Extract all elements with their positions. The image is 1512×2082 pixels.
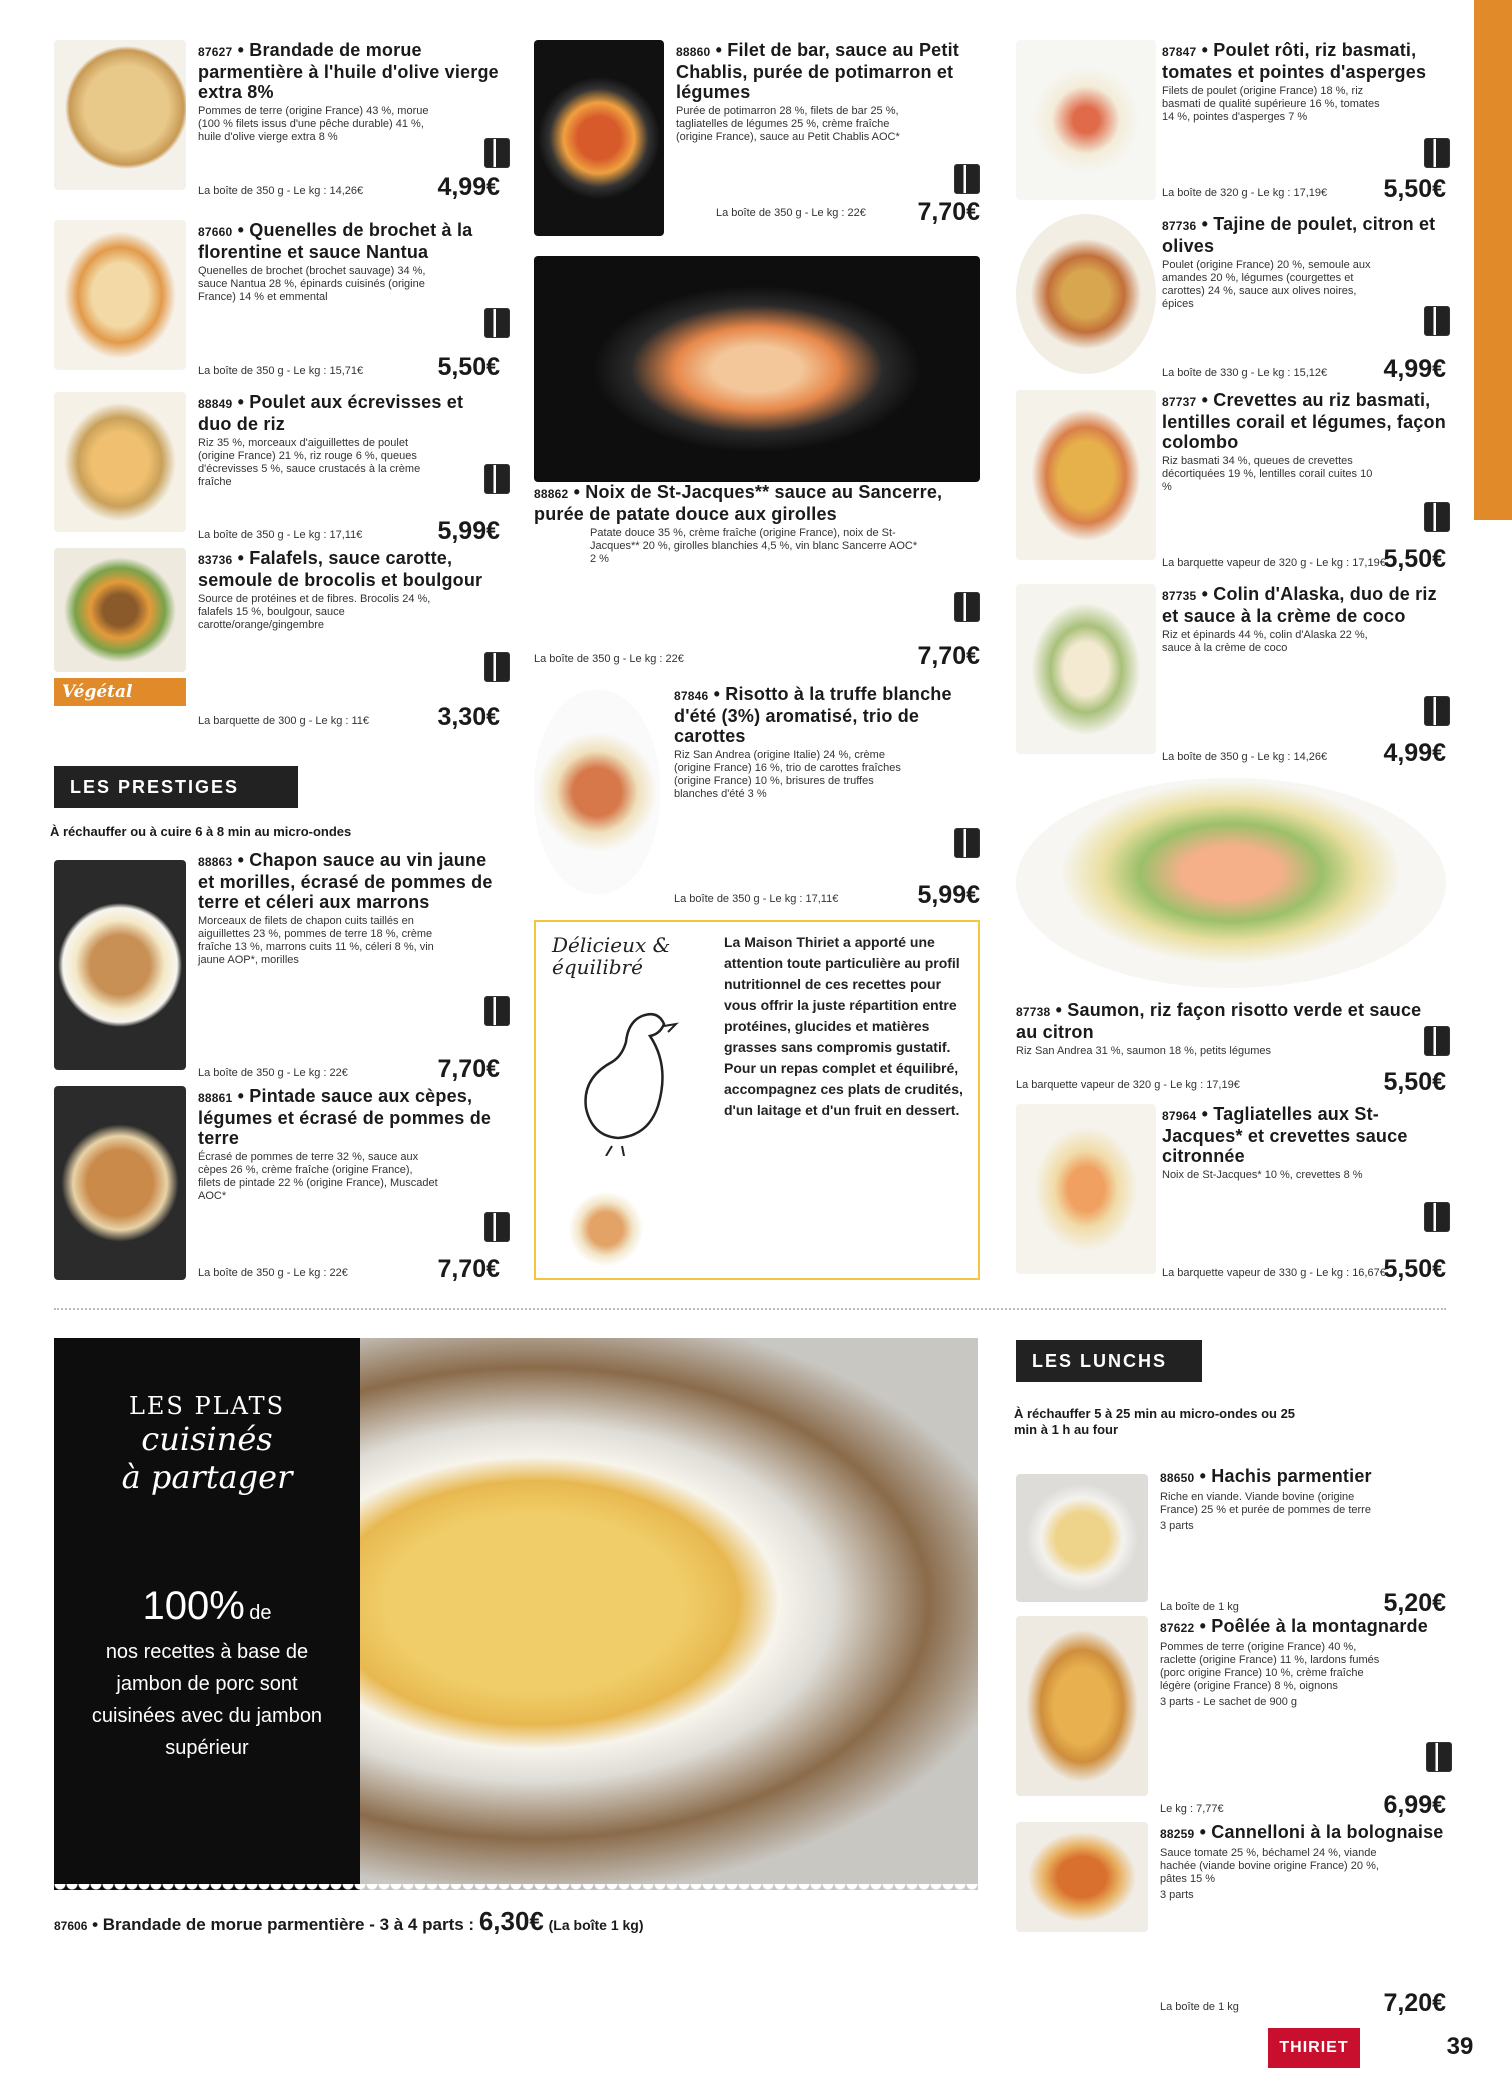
caption-name: Brandade de morue parmentière - 3 à 4 parts :	[102, 1915, 475, 1934]
product-photo	[54, 548, 186, 672]
product-code: 87737	[1162, 395, 1197, 409]
product-risotto: 87846 • Risotto à la truffe blanche d'été (3%) aromatisé, trio de carottes Riz San Andrea (origine Italie) 24 %, crème (origine France) 16 %, trio de carottes fraîches (origine France) 10 %, brisures de truffes blanches d'été 3 % La boîte de 350 g - Le kg : 17,11€ 5,99€	[534, 684, 980, 906]
product-code: 87736	[1162, 219, 1197, 233]
product-photo	[1016, 1474, 1148, 1602]
chicken-drawing-icon	[572, 996, 692, 1156]
product-code: 88650	[1160, 1471, 1195, 1485]
product-quenelles: 87660 • Quenelles de brochet à la florentine et sauce Nantua Quenelles de brochet (brochet sauvage) 34 %, sauce Nantua 28 %, épinards cuisinés (origine France) 14 % et emmental La boîte de 350 g - Le kg : 15,71€ 5,50€	[54, 220, 500, 378]
product-name: Tagliatelles aux St-Jacques* et crevettes sauce citronnée	[1162, 1104, 1408, 1166]
product-footer: La boîte de 350 g - Le kg : 14,26€	[1162, 751, 1328, 763]
product-desc: Riche en viande. Viande bovine (origine France) 25 % et purée de pommes de terre	[1160, 1491, 1371, 1516]
product-photo	[54, 392, 186, 532]
microwave-icon	[484, 1212, 510, 1242]
page-number: 39	[1446, 2033, 1474, 2060]
product-photo	[1016, 1822, 1148, 1932]
product-footer: La boîte de 1 kg	[1160, 1601, 1239, 1613]
product-price: 5,50€	[1383, 545, 1446, 573]
product-code: 83736	[198, 553, 233, 567]
product-parts: 3 parts - Le sachet de 900 g	[1160, 1696, 1297, 1708]
product-code: 88860	[676, 45, 711, 59]
product-photo	[54, 1086, 186, 1280]
product-footer: La boîte de 350 g - Le kg : 15,71€	[198, 365, 364, 377]
thiriet-logo: THIRIET	[1268, 2028, 1360, 2068]
microwave-icon	[484, 138, 510, 168]
product-name: Risotto à la truffe blanche d'été (3%) aromatisé, trio de carottes	[674, 684, 952, 746]
product-footer: La barquette vapeur de 320 g - Le kg : 17,19€	[1016, 1079, 1240, 1091]
product-price: 5,50€	[1383, 175, 1446, 203]
product-code: 88861	[198, 1091, 233, 1105]
product-price: 3,30€	[437, 703, 500, 731]
product-desc: Riz San Andrea (origine Italie) 24 %, crème (origine France) 16 %, trio de carottes fraîches (origine France) 10 %, brisures de truffes blanches d'été 3 %	[674, 749, 901, 800]
product-desc: Écrasé de pommes de terre 32 %, sauce aux cèpes 26 %, crème fraîche (origine France), filets de pintade 22 % (origine France), Muscadet AOC*	[198, 1151, 438, 1202]
product-code: 88863	[198, 855, 233, 869]
microwave-icon	[954, 828, 980, 858]
hero-scallop-border	[54, 1884, 978, 1894]
product-footer: La boîte de 330 g - Le kg : 15,12€	[1162, 367, 1328, 379]
product-code: 87660	[198, 225, 233, 239]
product-desc: Sauce tomate 25 %, béchamel 24 %, viande hachée (viande bovine origine France) 20 %, pâtes 15 %	[1160, 1847, 1379, 1885]
microwave-icon	[1424, 502, 1450, 532]
microwave-icon	[1424, 1202, 1450, 1232]
product-pintade: 88861 • Pintade sauce aux cèpes, légumes et écrasé de pommes de terre Écrasé de pommes de terre 32 %, sauce aux cèpes 26 %, crème fraîche (origine France), filets de pintade 22 % (origine France), Muscadet AOC* La boîte de 350 g - Le kg : 22€ 7,70€	[54, 1086, 500, 1280]
product-photo	[1016, 584, 1156, 754]
partager-text: nos recettes à base de jambon de porc sont cuisinées avec du jambon supérieur	[91, 1641, 323, 1759]
microwave-icon	[954, 164, 980, 194]
saumon-photo	[1016, 778, 1446, 988]
product-footer: La boîte de 350 g - Le kg : 22€	[198, 1267, 348, 1279]
product-st-jacques: 88862 • Noix de St-Jacques** sauce au Sancerre, purée de patate douce aux girolles Patate douce 35 %, crème fraîche (origine France), noix de St-Jacques** 20 %, girolles blanchies 4,5 %, vin blanc Sancerre AOC* 2 % La boîte de 350 g - Le kg : 22€ 7,70€	[534, 482, 980, 670]
product-brandade: 87627 • Brandade de morue parmentière à l'huile d'olive vierge extra 8% Pommes de terre (origine France) 43 %, morue (100 % filets issus d'une pêche durable) 41 %, huile d'olive vierge extra 8 % La boîte de 350 g - Le kg : 14,26€ 4,99€	[54, 40, 500, 198]
partager-de: de	[249, 1602, 272, 1624]
product-poulet-ecrevisses: 88849 • Poulet aux écrevisses et duo de riz Riz 35 %, morceaux d'aiguillettes de poulet (origine France) 21 %, riz rouge 6 %, queues d'écrevisses 5 %, sauce crustacés à la crème fraîche La boîte de 350 g - Le kg : 17,11€ 5,99€	[54, 392, 500, 542]
product-desc: Patate douce 35 %, crème fraîche (origine France), noix de St-Jacques** 20 %, girolles blanchies 4,5 %, vin blanc Sancerre AOC* 2 %	[590, 527, 918, 565]
product-name: Brandade de morue parmentière à l'huile d'olive vierge extra 8%	[198, 40, 499, 102]
product-price: 5,99€	[917, 881, 980, 909]
product-name: Poulet rôti, riz basmati, tomates et pointes d'asperges	[1162, 40, 1427, 82]
product-code: 87846	[674, 689, 709, 703]
product-code: 87847	[1162, 45, 1197, 59]
product-photo	[54, 40, 186, 190]
product-price: 5,50€	[1383, 1068, 1446, 1096]
product-falafels: Végétal 83736 • Falafels, sauce carotte, semoule de brocolis et boulgour Source de protéines et de fibres. Brocolis 24 %, falafels 15 %, boulgour, sauce carotte/orange/gingembre La barquette de 300 g - Le kg : 11€ 3,30€	[54, 548, 500, 728]
product-name: Cannelloni à la bolognaise	[1211, 1822, 1444, 1842]
product-name: Pintade sauce aux cèpes, légumes et écrasé de pommes de terre	[198, 1086, 492, 1148]
product-colin: 87735 • Colin d'Alaska, duo de riz et sauce à la crème de coco Riz et épinards 44 %, colin d'Alaska 22 %, sauce à la crème de coco La boîte de 350 g - Le kg : 14,26€ 4,99€	[1016, 584, 1446, 764]
product-desc: Filets de poulet (origine France) 18 %, riz basmati de qualité supérieure 16 %, tomates 14 %, pointes d'asperges 7 %	[1162, 85, 1380, 123]
microwave-icon	[1424, 138, 1450, 168]
product-desc: Morceaux de filets de chapon cuits taillés en aiguillettes 23 %, pommes de terre 18 %, crème fraîche 13 %, marrons cuits 11 %, céleri 8 %, vin jaune AOP*, morilles	[198, 915, 434, 966]
product-price: 7,20€	[1383, 1989, 1446, 2017]
product-footer: La boîte de 320 g - Le kg : 17,19€	[1162, 187, 1328, 199]
product-price: 5,50€	[1383, 1255, 1446, 1283]
product-saumon: 87738 • Saumon, riz façon risotto verde et sauce au citron Riz San Andrea 31 %, saumon 18 %, petits légumes La barquette vapeur de 320 g - Le kg : 17,19€ 5,50€	[1016, 1000, 1446, 1096]
product-footer: La barquette de 300 g - Le kg : 11€	[198, 715, 370, 727]
section-title-prestiges: LES PRESTIGES	[54, 766, 298, 808]
product-crevettes-colombo: 87737 • Crevettes au riz basmati, lentilles corail et légumes, façon colombo Riz basmati 34 %, queues de crevettes décortiquées 19 %, lentilles corail cuites 10 % La barquette vapeur de 320 g - Le kg : 17,19€ 5,50€	[1016, 390, 1446, 570]
product-photo	[54, 220, 186, 370]
product-desc: Riz 35 %, morceaux d'aiguillettes de poulet (origine France) 21 %, riz rouge 6 %, queues d'écrevisses 5 %, sauce crustacés à la crème fraîche	[198, 437, 421, 488]
product-photo	[534, 40, 664, 236]
product-name: Poêlée à la montagnarde	[1211, 1616, 1428, 1636]
microwave-icon	[484, 464, 510, 494]
microwave-icon	[1424, 696, 1450, 726]
product-desc: Quenelles de brochet (brochet sauvage) 34 %, sauce Nantua 28 %, épinards cuisinés (origine France) 14 % et emmental	[198, 265, 426, 303]
product-footer: La barquette vapeur de 330 g - Le kg : 16,67€	[1162, 1267, 1386, 1279]
product-footer: La boîte de 350 g - Le kg : 22€	[716, 207, 866, 219]
product-footer: La boîte de 350 g - Le kg : 22€	[198, 1067, 348, 1079]
product-poulet-roti: 87847 • Poulet rôti, riz basmati, tomates et pointes d'asperges Filets de poulet (origine France) 18 %, riz basmati de qualité supérieure 16 %, tomates 14 %, pointes d'asperges 7 % La boîte de 320 g - Le kg : 17,19€ 5,50€	[1016, 40, 1446, 200]
product-code: 87735	[1162, 589, 1197, 603]
product-desc: Purée de potimarron 28 %, filets de bar 25 %, tagliatelles de légumes 25 %, crème fraîche (origine France), sauce au Petit Chablis AOC*	[676, 105, 900, 143]
partager-panel	[54, 1338, 360, 1890]
product-code: 87738	[1016, 1005, 1051, 1019]
product-desc: Pommes de terre (origine France) 40 %, raclette (origine France) 11 %, lardons fumés (porc origine France) 10 %, crème fraîche légère (origine France) 8 %, oignons	[1160, 1641, 1380, 1692]
product-name: Hachis parmentier	[1211, 1466, 1372, 1486]
microwave-icon	[1424, 1026, 1450, 1056]
product-photo	[1016, 390, 1156, 560]
product-poelee: 87622 • Poêlée à la montagnarde Pommes de terre (origine France) 40 %, raclette (origine France) 11 %, lardons fumés (porc origine France) 10 %, crème fraîche légère (origine France) 8 %, oignons 3 parts - Le sachet de 900 g Le kg : 7,77€ 6,99€	[1016, 1616, 1446, 1816]
product-price: 7,70€	[917, 198, 980, 226]
equilibre-script-title: Délicieux & équilibré	[552, 933, 671, 979]
product-price: 5,20€	[1383, 1589, 1446, 1617]
product-footer: La boîte de 1 kg	[1160, 2001, 1239, 2013]
product-name: Colin d'Alaska, duo de riz et sauce à la crème de coco	[1162, 584, 1437, 626]
microwave-icon	[1426, 1742, 1452, 1772]
product-name: Falafels, sauce carotte, semoule de brocolis et boulgour	[198, 548, 483, 590]
product-footer: La barquette vapeur de 320 g - Le kg : 17,19€	[1162, 557, 1386, 569]
product-desc: Riz San Andrea 31 %, saumon 18 %, petits légumes	[1016, 1045, 1271, 1057]
partager-line3: à partager	[121, 1458, 293, 1496]
product-photo	[1016, 214, 1156, 374]
product-filet-bar: 88860 • Filet de bar, sauce au Petit Chablis, purée de potimarron et légumes Purée de potimarron 28 %, filets de bar 25 %, tagliatelles de légumes 25 %, crème fraîche (origine France), sauce au Petit Chablis AOC* La boîte de 350 g - Le kg : 22€ 7,70€	[534, 40, 980, 236]
product-footer: Le kg : 7,77€	[1160, 1803, 1224, 1815]
partager-pct: 100%	[142, 1584, 245, 1628]
product-photo	[1016, 40, 1156, 200]
orange-side-tab	[1474, 0, 1512, 520]
brandade-caption: 87606 • Brandade de morue parmentière - 3 à 4 parts : 6,30€ (La boîte 1 kg)	[54, 1906, 644, 1936]
product-price: 7,70€	[437, 1055, 500, 1083]
product-tagliatelles: 87964 • Tagliatelles aux St-Jacques* et crevettes sauce citronnée Noix de St-Jacques* 10 %, crevettes 8 % La barquette vapeur de 330 g - Le kg : 16,67€ 5,50€	[1016, 1104, 1446, 1280]
microwave-icon	[484, 308, 510, 338]
product-footer: La boîte de 350 g - Le kg : 14,26€	[198, 185, 364, 197]
st-jacques-photo	[534, 256, 980, 482]
product-name: Quenelles de brochet à la florentine et sauce Nantua	[198, 220, 473, 262]
microwave-icon	[1424, 306, 1450, 336]
product-footer: La boîte de 350 g - Le kg : 17,11€	[198, 529, 363, 541]
product-desc: Poulet (origine France) 20 %, semoule aux amandes 20 %, légumes (courgettes et carottes) 24 %, sauce aux olives noires, épices	[1162, 259, 1371, 310]
product-price: 5,99€	[437, 517, 500, 545]
product-desc: Riz basmati 34 %, queues de crevettes décortiquées 19 %, lentilles corail cuites 10 %	[1162, 455, 1373, 493]
product-desc: Source de protéines et de fibres. Brocolis 24 %, falafels 15 %, boulgour, sauce carotte/orange/gingembre	[198, 593, 431, 631]
product-photo	[1016, 1104, 1156, 1274]
product-chapon: 88863 • Chapon sauce au vin jaune et morilles, écrasé de pommes de terre et céleri aux marrons Morceaux de filets de chapon cuits taillés en aiguillettes 23 %, pommes de terre 18 %, crème fraîche 13 %, marrons cuits 11 %, céleri 8 %, vin jaune AOP*, morilles La boîte de 350 g - Le kg : 22€ 7,70€	[54, 850, 500, 1080]
product-name: Crevettes au riz basmati, lentilles corail et légumes, façon colombo	[1162, 390, 1446, 452]
caption-price: 6,30€	[478, 1906, 544, 1936]
product-price: 4,99€	[1383, 739, 1446, 767]
product-desc: Noix de St-Jacques* 10 %, crevettes 8 %	[1162, 1169, 1363, 1181]
partager-line2: cuisinés	[141, 1420, 273, 1458]
lunchs-subtitle: À réchauffer 5 à 25 min au micro-ondes ou 25 min à 1 h au four	[1014, 1406, 1296, 1437]
product-name: Filet de bar, sauce au Petit Chablis, purée de potimarron et légumes	[676, 40, 959, 102]
product-photo	[534, 690, 660, 894]
product-name: Poulet aux écrevisses et duo de riz	[198, 392, 464, 434]
product-footer: La boîte de 350 g - Le kg : 17,11€	[674, 893, 839, 905]
product-cannelloni: 88259 • Cannelloni à la bolognaise Sauce tomate 25 %, béchamel 24 %, viande hachée (viande bovine origine France) 20 %, pâtes 15 % 3 parts La boîte de 1 kg 7,20€	[1016, 1822, 1446, 2014]
product-name: Noix de St-Jacques** sauce au Sancerre, purée de patate douce aux girolles	[534, 482, 943, 524]
product-price: 6,99€	[1383, 1791, 1446, 1819]
product-parts: 3 parts	[1160, 1520, 1194, 1532]
equilibre-text: La Maison Thiriet a apporté une attention toute particulière au profil nutritionnel de ces recettes pour vous offrir la juste répartition entre protéines, glucides et matières grasses sans compromis gustatif. Pour un repas complet et équilibré, accompagnez ces plats de crudités, d'un laitage et d'un fruit en dessert.	[724, 934, 963, 1118]
dotted-divider	[54, 1308, 1446, 1310]
section-title-lunchs: LES LUNCHS	[1016, 1340, 1202, 1382]
product-code: 87627	[198, 45, 233, 59]
product-price: 4,99€	[437, 173, 500, 201]
product-desc: Pommes de terre (origine France) 43 %, morue (100 % filets issus d'une pêche durable) 41 %, huile d'olive vierge extra 8 %	[198, 105, 429, 143]
product-parts: 3 parts	[1160, 1889, 1194, 1901]
equilibre-box	[534, 920, 980, 1280]
caption-pack: (La boîte 1 kg)	[548, 1917, 644, 1933]
product-code: 87622	[1160, 1621, 1195, 1635]
prestiges-subtitle: À réchauffer ou à cuire 6 à 8 min au micro-ondes	[50, 824, 352, 839]
product-name: Chapon sauce au vin jaune et morilles, écrasé de pommes de terre et céleri aux marrons	[198, 850, 493, 912]
product-name: Saumon, riz façon risotto verde et sauce au citron	[1016, 1000, 1422, 1042]
product-tajine: 87736 • Tajine de poulet, citron et olives Poulet (origine France) 20 %, semoule aux amandes 20 %, légumes (courgettes et carottes) 24 %, sauce aux olives noires, épices La boîte de 330 g - Le kg : 15,12€ 4,99€	[1016, 214, 1446, 380]
product-hachis: 88650 • Hachis parmentier Riche en viande. Viande bovine (origine France) 25 % et purée de pommes de terre 3 parts La boîte de 1 kg 5,20€	[1016, 1466, 1446, 1614]
product-price: 7,70€	[437, 1255, 500, 1283]
microwave-icon	[484, 652, 510, 682]
salad-photo	[546, 1184, 666, 1274]
product-price: 7,70€	[917, 642, 980, 670]
product-price: 4,99€	[1383, 355, 1446, 383]
vegetal-badge: Végétal	[54, 678, 186, 706]
caption-code: 87606	[54, 1919, 88, 1933]
product-photo	[1016, 1616, 1148, 1796]
product-code: 88259	[1160, 1827, 1195, 1841]
microwave-icon	[484, 996, 510, 1026]
product-code: 88849	[198, 397, 233, 411]
product-desc: Riz et épinards 44 %, colin d'Alaska 22 %, sauce à la crème de coco	[1162, 629, 1368, 654]
product-code: 88862	[534, 487, 569, 501]
partager-line1: LES PLATS	[128, 1392, 286, 1420]
product-code: 87964	[1162, 1109, 1197, 1123]
product-price: 5,50€	[437, 353, 500, 381]
product-footer: La boîte de 350 g - Le kg : 22€	[534, 653, 684, 665]
microwave-icon	[954, 592, 980, 622]
product-photo	[54, 860, 186, 1070]
product-name: Tajine de poulet, citron et olives	[1162, 214, 1436, 256]
